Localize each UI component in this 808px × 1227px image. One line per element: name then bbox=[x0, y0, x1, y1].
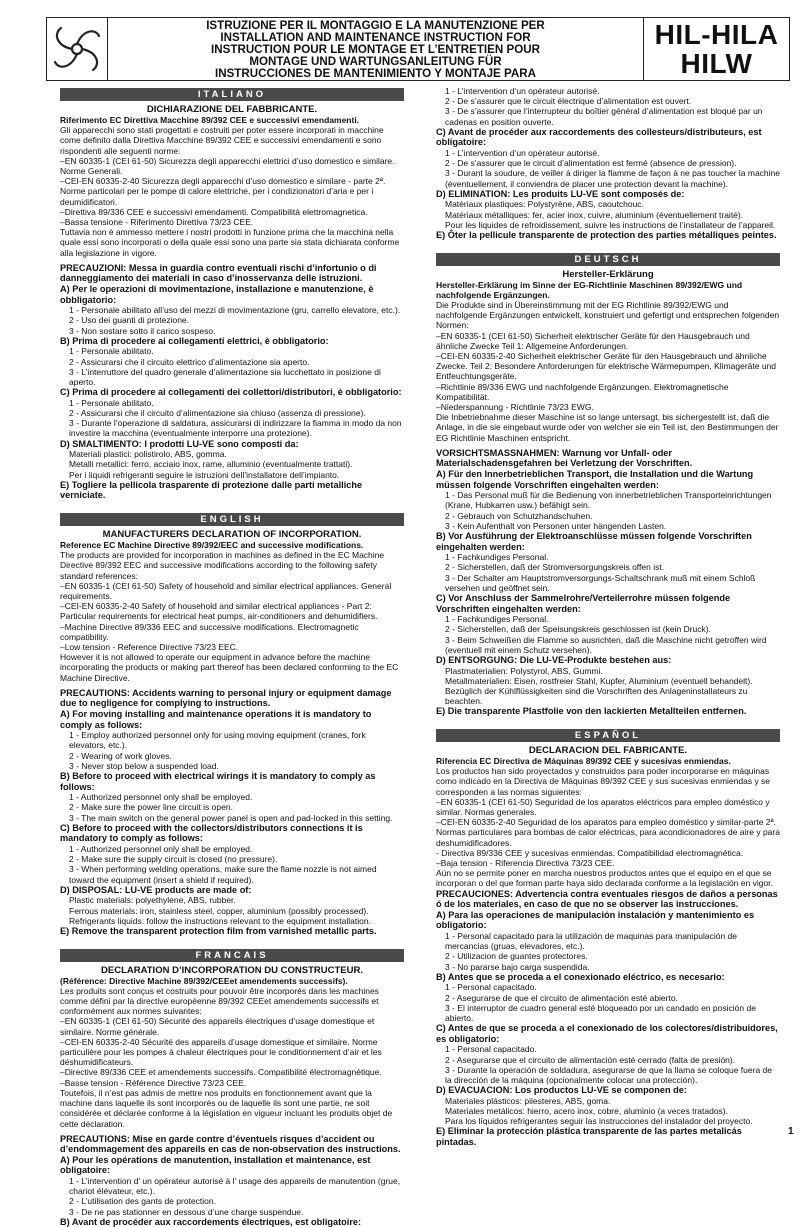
directive-reference: Riferimento EC Direttiva Macchine 89/392 CEE e successivi emendamenti. bbox=[60, 115, 360, 125]
rule-item: 2 - Make sure the power line circuit is open. bbox=[69, 802, 233, 813]
rule-item: 3 - Der Schalter am Hauptstromversorgungs-Schaltschrank muß mit einem Schloß versehen und geöffnet sein. bbox=[445, 572, 756, 593]
norm-item: –CEI-EN 60335-2-40 Sicherheit elektrischer Geräte für den Hausgebrauch und ähnliche Zwecke. Teil 2: Besondere Anforderungen für elektrische Wärmepumpen, Klimageräte und Entfeuchtungsgeräte. bbox=[436, 351, 777, 382]
disposal-item: Materiali plastici: polistirolo, ABS, gomma. bbox=[69, 449, 227, 460]
section-deutsch bbox=[436, 253, 780, 717]
rule-c-heading: C) Prima di procedere ai collegamenti dei collettori/distributori, è obbligatorio: bbox=[60, 387, 402, 398]
disposal-item: Ferrous materials: iron, stainless steel, copper, aluminium (possibly processed). bbox=[69, 905, 369, 916]
rule-item: 1 - Personal capacitado. bbox=[445, 982, 537, 993]
rule-a-heading: A) Für den Innerbetrieblichen Transport, die Installation und die Wartung müssen folgende Vorschriften eingehalten werden: bbox=[436, 469, 754, 490]
norm-item: –CEI-EN 60335-2-40 Safety of household and similar electrical appliances - Part 2: Particular requirements for electrical heat pumps, air-conditioners and dehumidifiers. bbox=[60, 601, 378, 622]
precautions-text: PRECAUZIONI: Messa in guardia contro eventuali rischi d’infortunio o di danneggiamento dei materiali in caso d’inosservanza delle istruzioni. bbox=[60, 262, 377, 284]
declaration-title: DICHIARAZIONE DEL FABBRICANTE. bbox=[146, 104, 318, 115]
rule-b-heading: B) Prima di procedere ai collegamenti elettrici, è obbligatorio: bbox=[60, 335, 329, 346]
page-number: 1 bbox=[788, 1126, 794, 1137]
norm-item: –EN 60335-1 (CEI 61-50) Seguridad de los aparatos eléctricos para empleo doméstico y similar. Normas generales. bbox=[436, 796, 770, 818]
disposal-item: Per i liquidi refrigeranti seguire le istruzioni dell’installatore dell’impianto. bbox=[69, 469, 340, 480]
rule-item: 3 - De s’assurer que l’interrupteur du boîtier général d’alimentation est bloqué par un cadenas en position ouverte. bbox=[445, 106, 763, 127]
rule-e-heading: E) Die transparente Plastfolie von den lackierten Metallteilen entfernen. bbox=[436, 706, 747, 717]
intro-text: Die Produkte sind in Übereinstimmung mit der EG Richtlinie 89/392/EWG und nachfolgende Ergänzungen entwickelt, konstruiert und gefertigt und entsprechen folgenden Normen: bbox=[436, 300, 780, 331]
rule-item: 2 - Assicurarsi che il circuito d’alimentazione sia chiuso (assenza di pressione). bbox=[69, 408, 366, 419]
rule-item: 2 - Wearing of work gloves. bbox=[69, 750, 172, 761]
tolerance-text: Die Inbetriebnahme dieser Maschine ist so lange untersagt, bis sichergestellt ist, daß die Anlage, in die sie eingebaut wurde oder von welcher sie ein Teil ist, den Bestimmungen der EG Richtlinie Maschinen entspricht. bbox=[436, 412, 779, 443]
declaration-title: Hersteller-Erklärung bbox=[562, 268, 654, 280]
rule-item: 2 - Sicherstellen, daß der Stromversorgungskreis offen ist. bbox=[445, 562, 665, 573]
model-line-1: HIL-HILA bbox=[654, 19, 779, 50]
lang-bar-deutsch: DEUTSCH bbox=[436, 253, 780, 266]
disposal-item: Materiales plásticos: pilesteres, ABS, goma. bbox=[445, 1095, 611, 1106]
rule-item: 1 - Personal capacitado para la utilización de maquinas para manipulación de mercancias (gruas, elevadores, etc.). bbox=[445, 931, 738, 952]
rule-b-heading: B) Before to proceed with electrical wirings it is mandatory to comply as follows: bbox=[60, 771, 376, 792]
tolerance-text: Tuttavia non è ammesso mettere i nostri prodotti in funzione prima che la macchina nella quale essi sono incorporati o della quale essi sono una parte sia stata dichiarata conforme alla legislazione in vigore. bbox=[60, 227, 400, 258]
rule-item: 2 - De s’assurer que le circuit d’alimentation est fermé (absence de pression). bbox=[445, 158, 737, 169]
rule-item: 3 - Non sostare sotto il carico sospeso. bbox=[69, 325, 216, 336]
lang-bar-italiano: ITALIANO bbox=[60, 88, 404, 101]
intro-text: Gli apparecchi sono stati progettati e costruiti per poter essere incorporati in macchine come definito dalla Direttiva Macchine 89/392 CEE e successivi emendamenti e sono rispondenti alle seguenti norme: bbox=[60, 125, 384, 156]
rule-item: 1 - Fachkundiges Personal. bbox=[445, 614, 549, 625]
rule-item: 3 - Durante l’operazione di saldatura, assicurarsi di indirizzare la fiamma in modo da non investire la macchina (eventualmente interporre una protezione). bbox=[69, 418, 402, 439]
norm-item: –Directive 89/336 CEE et amendements successifs. Compatibilité électromagnétique. bbox=[60, 1067, 382, 1078]
norm-item: –EN 60335-1 (CEI 61-50) Sicurezza degli apparecchi elettrici d’uso domestico e similare. Norme Generali. bbox=[60, 155, 395, 177]
title-line-en: INSTALLATION AND MAINTENANCE INSTRUCTION FOR bbox=[220, 31, 531, 44]
section-english bbox=[60, 513, 404, 937]
rule-item: 3 - Beim Schweißen die Flamme so ausrichten, daß die Maschine nicht getroffen wird (eventuell mit einem Schutz versehen). bbox=[445, 634, 767, 655]
section-espanol bbox=[436, 729, 780, 1148]
rule-item: 2 - Assicurarsi che il circuito elettrico d’alimentazione sia aperto. bbox=[69, 356, 310, 367]
disposal-item: Pour les liquides de refroidissement, suivre les instructions de l’installateur de l’appareil. bbox=[445, 219, 776, 230]
tolerance-text: Aún no se permite poner en marcha nuestros productos antes que el equipo en el que se incorporan o del que forman parte haya sido declarada conforme a la legislación en vigor. bbox=[436, 868, 773, 889]
rule-item: 2 - Utilizacion de guantes protectores. bbox=[445, 951, 588, 962]
rule-item: 2 - Sicherstellen, daß der Speisungskreis geschlossen ist (kein Druck). bbox=[445, 624, 711, 635]
rule-item: 3 - El interruptor de cuadro general esté bloqueado por un candado en posición de abierto. bbox=[445, 1002, 756, 1024]
lang-bar-espanol: ESPAÑOL bbox=[436, 729, 780, 742]
rule-item: 1 - Authorized personnel only shall be employed. bbox=[69, 792, 253, 803]
rule-item: 1 - Personale abilitato. bbox=[69, 346, 154, 357]
rule-item: 3 - Durante la operación de soldadura, asegurarse de que la llama se coloque fuera de la dirección de la máquina (opcionalmente colocar una protección). bbox=[445, 1064, 772, 1086]
disposal-item: Materiales metálicos: hierro, acero inox, cobre, aluminio (a veces tratados). bbox=[445, 1106, 728, 1117]
section-francais-continued bbox=[436, 86, 780, 241]
rule-item: 1 - Authorized personnel only shall be employed. bbox=[69, 844, 253, 855]
document-title bbox=[108, 17, 644, 81]
rule-c-heading: C) Avant de procéder aux raccordements des collesteurs/distributeurs, est obligatoire: bbox=[436, 126, 762, 148]
rule-item: 3 - Never stop below a suspended load. bbox=[69, 760, 219, 771]
rule-item: 2 - Make sure the supply circuit is closed (no pressure). bbox=[69, 854, 278, 865]
directive-reference: (Référence: Directive Machine 89/392/CEEet amendements successifs). bbox=[60, 975, 348, 986]
section-italiano bbox=[60, 88, 404, 501]
norm-item: –EN 60335-1 (CEI 61-50) Safety of household and similar electrical appliances. General requirements. bbox=[60, 580, 392, 602]
declaration-title: DECLARATION D’INCORPORATION DU CONSTRUCTEUR. bbox=[101, 964, 363, 976]
intro-text: The products are provided for incorporation in machines as defined in the EC Machine Directive 89/392 EEC and successive modifications according to the following safety standard references: bbox=[60, 550, 385, 581]
norm-item: –Direttiva 89/336 CEE e successivi emendamenti. Compatibilità elettromagnetica. bbox=[60, 206, 368, 217]
disposal-item: Bezüglich der Kühlflüssigkeiten sind die Vorschriften des Anlageninstallateurs zu beachten. bbox=[445, 686, 748, 707]
rule-item: 1 - Personale abilitato all’uso dei mezzi di movimentazione (gru, carrello elevatore, etc.). bbox=[69, 305, 401, 316]
lang-bar-francais: FRANCAIS bbox=[60, 949, 404, 962]
norm-item: –Bassa tensione - Riferimento Direttiva 73/23 CEE. bbox=[60, 217, 254, 228]
tolerance-text: However it is not allowed to operate our equipment in advance before the machine incorporating the products or making part thereof has been declared conforming to the EC Machine Directive. bbox=[60, 652, 399, 683]
rule-item: 3 - L’interruttore del quadro generale d’alimentazione sia lucchettato in posizione di aperto. bbox=[69, 366, 381, 388]
rule-item: 1 - L’intervention d’ un opérateur autorisé à l’ usage des appareils de manutention (grue, chariot élévateur, etc.). bbox=[69, 1176, 401, 1197]
rule-a-heading: A) Pour les opérations de manutention, installation et maintenance, est obligatoire: bbox=[60, 1154, 371, 1176]
title-line-it: ISTRUZIONE PER IL MONTAGGIO E LA MANUTENZIONE PER bbox=[206, 19, 545, 32]
disposal-item: Matériaux plastiques: Polystyrène, ABS, caoutchouc. bbox=[445, 199, 644, 210]
rule-item: 3 - Durant la soudure, de veiller à diriger la flamme de façon à ne pas toucher la machine (éventuellement, il conviendra de placer une protection devant la machine). bbox=[445, 168, 780, 189]
tolerance-text: Toutefois, il n’est pas admis de mettre nos produits en fonctionnement avant que la machine dans laquelle ils sont incorporés ou de laquelle ils sont une partie, ne soit considérée et déclarée conforme à la législation en vigueur incluant les produits objet de cette déclaration. bbox=[60, 1087, 393, 1129]
rule-item: 2 - Gebrauch von Schutzhandschuhen. bbox=[445, 510, 593, 521]
title-line-es: INSTRUCCIONES DE MANTENIMIENTO Y MONTAJE PARA bbox=[214, 67, 536, 80]
norm-item: –EN 60335-1 (CEI 61-50) Sécurité des appareils électriques d’usage domestique et similaire. Norme générale. bbox=[60, 1016, 375, 1037]
disposal-item: Matériaux métalliques: fer, acier inox, cuivre, aluminium (éventuellement traité). bbox=[445, 209, 744, 220]
disposal-item: Plastmaterialien: Polystyrol, ABS, Gummi. bbox=[445, 665, 603, 676]
rule-e-heading: E) Eliminar la protección plástica transparente de las partes metalicás pintadas. bbox=[436, 1126, 742, 1148]
title-line-fr: INSTRUCTION POUR LE MONTAGE ET L’ENTRETIEN POUR bbox=[211, 43, 540, 56]
intro-text: Les produits sont conçus et costruits pour pouvoir être incorporés dans les machines comme défini par la directive européenne 89/392 CEEet amendements successifs et conformément aux normes suivantes: bbox=[60, 985, 379, 1017]
precautions-text: PRECAUTIONS: Accidents warning to personal injury or equipment damage due to negligence for complying to instructions. bbox=[60, 687, 392, 709]
disposal-item: Metallmaterialien: Eisen, rostfreier Stahl, Kupfer, Aluminium (eventuell behandelt). bbox=[445, 675, 753, 686]
norm-item: - Directiva 89/336 CEE y sucesivas enmiendas. Compatibilidad electromagnética. bbox=[436, 847, 744, 858]
directive-reference: Hersteller-Erklärung im Sinne der EG-Richtlinie Maschinen 89/392/EWG und nachfolgende Ergänzungen. bbox=[436, 279, 743, 300]
disposal-item: Metalli metallici: ferro, acciaio inox, rame, alluminio (eventualmente trattati). bbox=[69, 459, 353, 470]
right-column bbox=[436, 86, 780, 1148]
fan-logo-icon bbox=[47, 18, 107, 80]
rule-d-heading: D) ENTSORGUNG: Die LU-VE-Produkte bestehen aus: bbox=[436, 655, 672, 666]
rule-e-heading: E) Togliere la pellicola trasparente di protezione dalle parti metalliche verniciate. bbox=[60, 479, 363, 501]
rule-b-heading: B) Avant de procéder aux raccordements électriques, est obligatoire: bbox=[60, 1216, 362, 1227]
precautions-text: VORSICHTSMASSNAHMEN: Warnung vor Unfall- oder Materialschadensgefahren bei Verletzung der Vorschriften. bbox=[436, 447, 693, 469]
rule-item: 1 - Fachkundiges Personal. bbox=[445, 552, 549, 563]
precautions-text: PRECAUTIONS: Mise en garde contre d’éventuels risques d’accident ou d’endommagement des appareils en cas de non-observation des instructions. bbox=[60, 1133, 401, 1155]
declaration-title: MANUFACTURERS DECLARATION OF INCORPORATION. bbox=[102, 529, 362, 541]
norm-item: –CEI-EN 60335-2-40 Sécurité des appareils d’usage domestique et similaire. Norme particulière pour les pompes à chaleur électriques pour le conditionnement d’air et les déshumidificateurs. bbox=[60, 1036, 382, 1068]
precautions-text: PRECAUCIONES: Advertencia contra eventuales riesgos de daños a personas ó de los materiales, en caso de que no se observer las instrucciones. bbox=[436, 888, 778, 910]
lang-bar-english: ENGLISH bbox=[60, 513, 404, 526]
intro-text: Los productos han sido proyectados y construidos para poder incorporarse en máquinas como indicado en la Directiva de Máquinas 89/392 CEE y sus sucesivas enmiendas y se corresponden a las normas siguientes: bbox=[436, 766, 771, 797]
declaration-title: DECLARACION DEL FABRICANTE. bbox=[528, 745, 688, 757]
rule-item: 1 - Employ authorized personnel only for using moving equipment (cranes, fork elevators, etc.). bbox=[69, 730, 366, 751]
model-code bbox=[644, 17, 790, 81]
model-line-2: HILW bbox=[680, 48, 753, 79]
norm-item: –Richtlinie 89/336 EWG und nachfolgende Ergänzungen. Elektromagnetische Kompatibilität. bbox=[436, 381, 729, 402]
rule-item: 2 - Uso dei guanti di protezione. bbox=[69, 315, 190, 326]
rule-c-heading: C) Vor Anschluss der Sammelrohre/Verteilerrohre müssen folgende Vorschriften eingehalten werden: bbox=[436, 593, 731, 614]
directive-reference: Riferencia EC Directiva de Máquinas 89/392 CEE y sucesivas enmiendas. bbox=[436, 756, 731, 767]
rule-a-heading: A) For moving installing and maintenance operations it is mandatory to comply as follows: bbox=[60, 709, 372, 730]
rule-e-heading: E) Ôter la pellicule transparente de protection des parties métalliques peintes. bbox=[436, 230, 777, 241]
left-column bbox=[60, 86, 404, 1227]
norm-item: –Niederspannung - Richtlinie 73/23 EWG. bbox=[436, 402, 594, 413]
rule-item: 1 - L’intervention d’un opérateur autorisé. bbox=[445, 86, 600, 96]
rule-c-heading: C) Antes de que se proceda a el conexionado de los colectores/distribuidores, es obligatorio: bbox=[436, 1023, 778, 1044]
rule-c-heading: C) Before to proceed with the collectors/distributors connections it is mandatory to comply as follows: bbox=[60, 822, 363, 844]
norm-item: –CEI-EN 60335-2-40 Seguridad de los aparatos para empleo doméstico y similar-parte 2ª. Normas particulares para bombas de calor eléctricas, para acondicionadores de aire y para deshumidificadores. bbox=[436, 817, 780, 848]
rule-item: 3 - De ne pas stationner en dessous d’une charge suspendue. bbox=[69, 1206, 304, 1217]
rule-d-heading: D) DISPOSAL: LU-VE products are made of: bbox=[60, 884, 252, 895]
rule-d-heading: D) SMALTIMENTO: I prodotti LU-VE sono composti da: bbox=[60, 438, 299, 449]
rule-e-heading: E) Remove the transparent protection film from varnished metallic parts. bbox=[60, 926, 377, 937]
rule-b-heading: B) Antes que se proceda a el conexionado eléctrico, es necesario: bbox=[436, 971, 725, 982]
norm-item: –Machine Directive 89/336 EEC and successive modifications. Electromagnetic compatibility. bbox=[60, 621, 359, 642]
rule-item: 3 - No pararse bajo carga suspendida. bbox=[445, 961, 590, 972]
section-francais bbox=[60, 949, 404, 1227]
norm-item: –Low tension - Reference Directive 73/23 EEC. bbox=[60, 642, 239, 653]
directive-reference: Reference EC Machine Directive 89/392/EEC and successive modifications. bbox=[60, 540, 364, 551]
rule-a-heading: A) Para las operaciones de manipulación instalación y mantenimiento es obligatorio: bbox=[436, 909, 755, 931]
rule-item: 2 - Asegurarse que el circuito de alimentación esté cerrado (falta de presión). bbox=[445, 1054, 736, 1065]
disposal-item: Refrigerants liquids: follow the instructions relevant to the equipment installation. bbox=[69, 915, 371, 926]
rule-d-heading: D) EVACUACION: Los productos LU-VE se componen de: bbox=[436, 1085, 687, 1096]
rule-item: 1 - L’intervention d’un opérateur autorisé. bbox=[445, 148, 600, 158]
rule-item: 1 - Personal capacitado. bbox=[445, 1044, 537, 1055]
rule-d-heading: D) ELIMINATION: Les produits LU-VE sont composés de: bbox=[436, 188, 685, 199]
rule-item: 2 - L’utilisation des gants de protection. bbox=[69, 1196, 216, 1207]
rule-b-heading: B) Vor Ausführung der Elektroanschlüsse müssen folgende Vorschriften eingehalten werden: bbox=[436, 531, 752, 552]
rule-a-heading: A) Per le operazioni di movimentazione, installazione e manutenzione, è obbligatorio: bbox=[60, 284, 374, 305]
norm-item: –Basse tension - Référence Directive 73/23 CEE. bbox=[60, 1077, 247, 1088]
rule-item: 1 - Personale abilitato. bbox=[69, 397, 154, 408]
rule-item: 3 - When performing welding operations, make sure the flame nozzle is not aimed toward the equipment (insert a shield if required). bbox=[69, 864, 377, 885]
norm-item: –EN 60335-1 (CEI 61-50) Sicherheit elektrischer Geräte für den Hausgebrauch und ähnliche Zwecke Teil 1: Allgemeine Anforderungen. bbox=[436, 330, 750, 351]
disposal-item: Plastic materials: polyethylene, ABS, rubber. bbox=[69, 895, 236, 906]
norm-item: –Baja tension - Riferencia Directiva 73/23 CEE. bbox=[436, 858, 615, 869]
logo bbox=[46, 17, 108, 81]
document-header bbox=[46, 17, 790, 81]
rule-item: 3 - The main switch on the general power panel is open and pad-locked in this setting. bbox=[69, 812, 393, 823]
rule-item: 1 - Das Personal muß für die Bedienung von innerbetrieblichen Transporteinrichtungen (Krane, Hubkarren usw.) befähigt sein. bbox=[445, 490, 772, 511]
rule-item: 2 - De s’assurer que le circuit électrique d’alimentation est ouvert. bbox=[445, 96, 692, 107]
title-line-de: MONTAGE UND WARTUNGSANLEITUNG FÜR bbox=[249, 55, 502, 68]
norm-item: –CEI-EN 60335-2-40 Sicurezza degli apparecchi d’uso domestico e similare - parte 2ª. Norme particolari per le pompe di calore elettriche, per i condizionatori d’aria e per i deumidificatori. bbox=[60, 176, 386, 207]
disposal-item: Para los líquidos refrigerantes seguir las instrucciones del instalador del proyecto. bbox=[445, 1116, 753, 1127]
rule-item: 2 - Asegurarse de que el circuito de alimentación esté abierto. bbox=[445, 992, 678, 1003]
rule-item: 3 - Kein Aufenthalt von Personen unter hängenden Lasten. bbox=[445, 520, 667, 531]
